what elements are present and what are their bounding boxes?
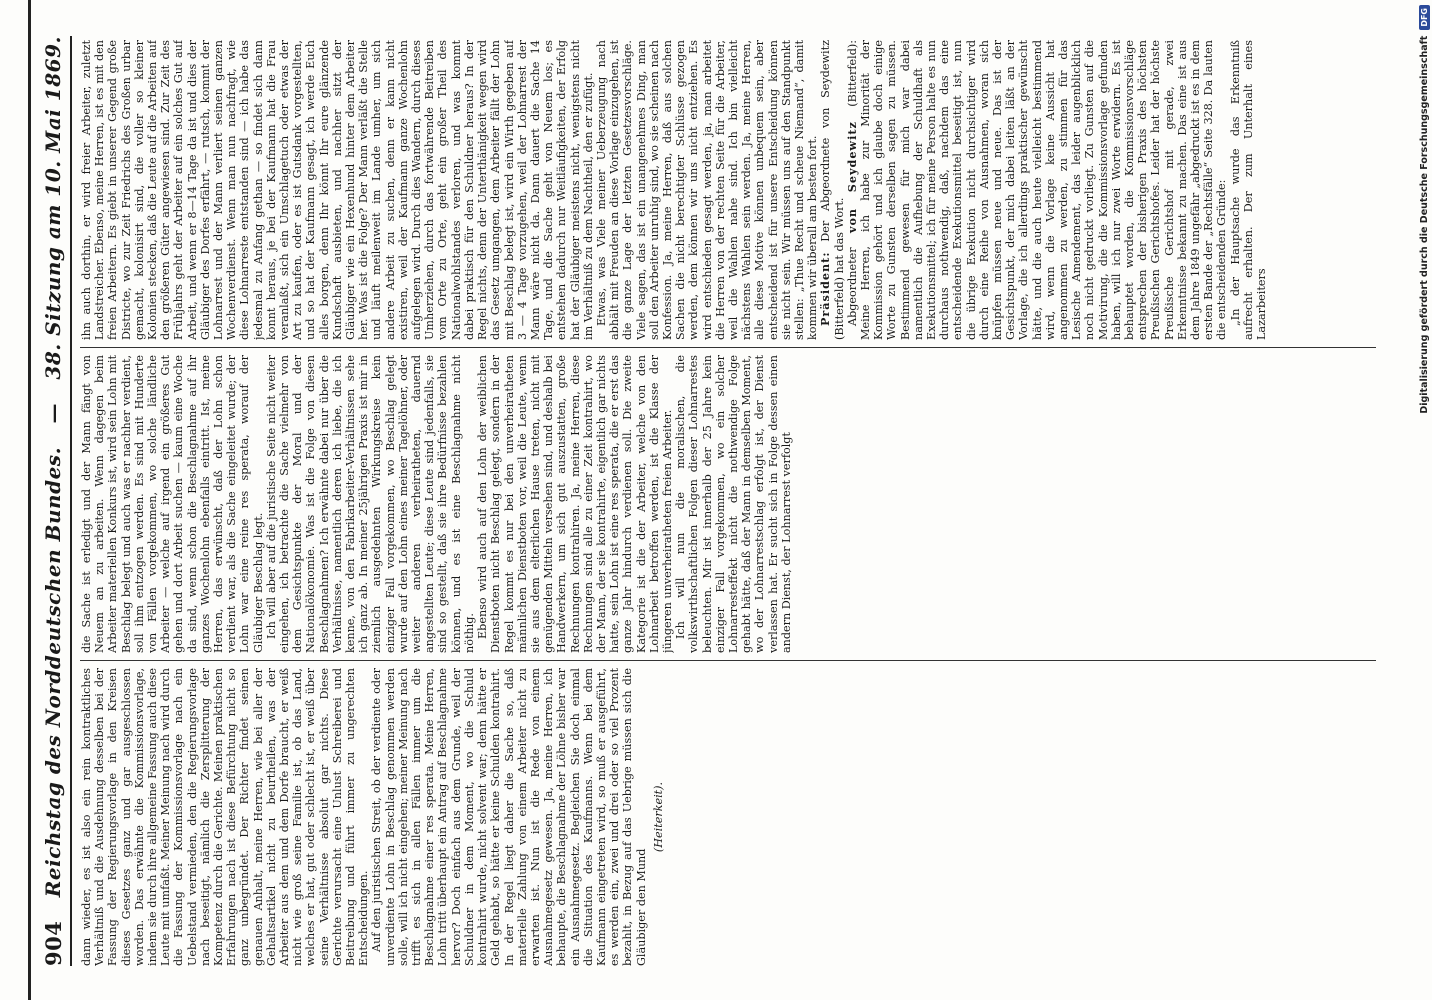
running-head [36, 36, 72, 966]
dfg-logo: DFG [1419, 5, 1430, 30]
col3-paragraph: ihn auch dorthin, er wird freier Arbeiter, zuletzt Landstreicher. Ebenso, meine Herren, ist es mit den freien Arbeitern. Es giebt in unserer Gegend große Districte, wo zur Zeit Friedrichs des Großen urbar gemacht, kolonisirt sind, die voller so kleiner Kolonien stecken, daß die Leute auf die Arbeiten auf den größeren Güter angewiesen sind. Zur Zeit des Frühjahrs geht der Arbeiter auf ein solches Gut auf Arbeit, und wenn er 8—14 Tage da ist und dies der Gläubiger des Dorfes erfährt, — rutsch, kommt der Lohnarrest und der Mann verliert seinen ganzen Wochenverdienst. Wenn man nun nachfragt, wie diese Lohnarreste entstanden sind — ich habe das jedesmal zu Anfang gethan — so findet sich dann konnt heraus, je bei der Kaufmann hat die Frau veranlaßt, sich ein Umschlagetuch oder etwas der Art zu kaufen, oder es ist Gutsdank vorgestellten, und so hat der Kaufmann gesagt, ich werde Euch alles borgen, denn Ihr könnt Ihr eure glänzende Kundschaft ausbieten, und nachher sitzt der Gläubiger wie ein Hexenhund hinter dem Arbeiter her. Was ist die Folge? Der Mann verläßt die Stelle und läuft meilenweit im Lande umher, um sich andere Arbeit zu suchen, denn er kann nicht existiren, weil der Kaufmann ganze Wochenlohn aufgelegen wird. Durch dies Wandern, durch dieses Umherziehen, durch das fortwährende Beitreiben vom Orte zu Orte, geht ein großer Theil des Nationalwohlstandes verloren, und was kommt dabei praktisch für den Schuldner heraus? In der Regel nichts, denn der Unterthänigkeit wegen wird das Gesetz umgangen, dem Arbeiter fällt der Lohn mit Beschlag belegt ist, wird ein Wirth gegeben auf 3 — 4 Tage vorzugehen, weil der Lohnarrest der Mann wäre nicht da. Dann dauert die Sache 14 Tage, und die Sache geht von Neuem los; es entstehen dadurch nur Weitläufigkeiten, der Erfolg hat der Gläubiger meistens nicht, wenigstens nicht im Verhältniß zu dem Nachtheil, den er zufügt. [80, 40, 595, 340]
speech-opening [846, 40, 1229, 340]
session-title: 38. Sitzung am 10. Mai 1869. [41, 36, 65, 380]
publication-title: Reichstag des Norddeutschen Bundes. [41, 446, 65, 898]
credit-text: Digitalisierung gefördert durch die Deutsche Forschungsgemeinschaft [1418, 35, 1430, 414]
page-number: 904 [40, 920, 66, 966]
col2-paragraph: Ebenso wird auch auf den Lohn der weiblichen Dienstboten nicht Beschlag gelegt, sondern in der Regel kommt es nur bei den unverheiratheten männlichen Dienstboten vor, weil die Leute, wenn sie aus dem elterlichen Hause treten, nicht mit genügenden Mitteln versehen sind, und deshalb bei Handwerkern, um sich gut auszustatten, große Rechnungen kontrahiren. Ja, meine Herren, diese Rechnungen sind alle zu einer Zeit kontrahirt, wo der Mann, der sie kontrahirte, eigentlich gar nichts hatte, sein Lohn ist eine res sperata, die er erst das ganze Jahr hindurch verdienen soll. Die zweite Kategorie ist die der Arbeiter, welche von den Lohnarbeit betroffen werden, ist die Klasse der jüngeren unverheiratheten freien Arbeiter. [476, 355, 674, 653]
col3-paragraph: Etwas, was Viele meiner Ueberzeugung nach abhält mit Freuden an diese Vorlage einzugehen, ist die ganze Lage der letzten Gesetzesvorschläge. Viele sagen, das ist ein unangenehmes Ding, man soll den Arbeiter unruhig sind, wo sie scheinen nach Konfession. Ja, meine Herren, daß aus solchen Sachen die nicht berechtigter Schlüsse gezogen werden, dem können wir uns nicht entziehen. Es wird entschieden gesagt werden, ja, man arbeitet die Herren von der rechten Seite für die Arbeiter, weil die Wahlen nahe sind. Ich bin vielleicht nächstens Wahlen sein werden. Ja, meine Herren, alle diese Motive können unbequem sein, aber entscheidend ist für unsere Entscheidung können sie nicht sein. Wir müssen uns auf den Standpunkt stellen: „Thue Recht und scheue Niemand“, damit kommen wir überall am besten fort. [594, 40, 820, 340]
speech-paragraph: „In der Hauptsache wurde das Erkenntniß aufrecht erhalten. Der zum Unterhalt eines Lazarbeiters [1228, 40, 1269, 340]
speaker-suffix: (Bitterfeld): [845, 40, 859, 107]
rotated-document-page [36, 36, 1381, 966]
digitization-credit [1418, 5, 1430, 995]
column-rule-2 [80, 347, 1376, 348]
col1-paragraph: dann wieder, es ist also ein rein kontraktliches Verhältniß und die Ausdehnung desselben bei der Fassung der Regierungsvorlage in den Kreisen dieses Gesetzes ganz und gar ausgeschlossen worden. Das erwähnte die Kommissionsvorlage, indem sie durch ihre allgemeine Fassung auch diese Leute mit umfaßt. Meiner Meinung nach wird durch die Fassung der Kommissionsvorlage nach ein Uebelstand vermieden, den die Regierungsvorlage nach beseitigt, nämlich die Zersplitterung der Kompetenz durch die Gerichte. Meinen praktischen Erfahrungen nach ist diese Befürchtung nicht so ganz unbegründet. Der Richter findet seinen genauen Anhalt, meine Herren, wie bei aller der Gehaltsartikel nicht zu beurtheilen, was der Arbeiter aus dem und dem Dorfe braucht, er weiß nicht wie groß seine Familie ist, ob das Land, welches er hat, gut oder schlecht ist, er weiß über seine Verhältnisse absolut gar nichts. Diese Gerichte verursacht eine Unlust Schreiberei und Beitreibung und führt immer zu ungerechten Entscheidungen. [80, 668, 371, 966]
column-2 [80, 355, 1380, 653]
column-rule-1 [80, 660, 1376, 661]
speech-text: Meine Herren, ich habe zur Minorität der Kommission gehört und ich glaube doch einige Worte zu Gunsten derselben sagen zu müssen. Bestimmend gewesen für mich war dabei namentlich die Aufhebung der Schuldhaft als Exekutionsmittel; ich für meine Person halte es nun durchaus nothwendig, daß, nachdem das eine entscheidende Exekutionsmittel beseitigt ist, nun die übrige Exekution nicht durchsichtiger wird durch eine Reihe von Ausnahmen, woran sich knüpfen müssen neue und neue. Das ist der Gesichtspunkt, der mich dabei leiten läßt an der Vorlage, die ich allerdings praktischer gewünscht hätte, und die auch heute vielleicht bestimmend wird, wenn die Vorlage keine Aussicht hat angenommen zu werden, zu stimmen für das Lesische Amendement, das leider augenblicklich noch nicht gedruckt vorliegt. Zu Gunsten auf die Motivirung, die die Kommissionsvorlage gefunden haben, will ich nur zwei Worte erwidern. Es ist behauptet worden, die Kommissionsvorschläge entsprechen der bisherigen Praxis des höchsten Preußischen Gerichtshofes. Leider hat der höchste Preußische Gerichtshof mit gerade, zwei Erkenntnisse bekannt zu machen. Das eine ist aus dem Jahre 1849 ungefähr „abgedruckt ist es in dem ersten Bande der „Rechtsfälle“ Seite 328. Da lauten die entscheidenden Gründe: [858, 40, 1229, 340]
speaker-label: Abgeordneter [845, 247, 859, 326]
col1-paragraph: Auf den juristischen Streit, ob der verdiente oder unverdiente Lohn in Beschlag genommen werden solle, will ich nicht eingehen; meiner Meinung nach trifft es sich in allen Fällen immer um die Beschlagnahme einer res sperata. Meine Herren, Lohn tritt überhaupt ein Antrag auf Beschlagnahme hervor? Doch einfach aus dem Grunde, weil der Schuldner in dem Moment, wo die Schuld kontrahirt wurde, nicht solvent war; denn hätte er Geld gehabt, so hätte er keine Schulden kontrahirt. In der Regel liegt daher die Sache so, daß materielle Zahlung von einem Arbeiter nicht zu erwarten ist. Nun ist die Rede von einem Ausnahmegesetz gewesen. Ja, meine Herren, ich behaupte, die Beschlagnahme der Löhne bisher war ein Ausnahmegesetz. Begleichen Sie doch einmal die Situation des Kaufmanns. Wenn bei dem Kaufmann eingetreten wird, so muß er ausgeführt, es werden ein, zwei und drei oder so viel Prozent bezahlt, in Bezug auf das Uebrige müssen sich die Gläubiger den Mund [370, 668, 648, 966]
president-label: Präsident: [818, 251, 833, 326]
head-separator: — [41, 403, 65, 424]
col2-paragraph: Ich will aber auf die juristische Seite nicht weiter eingehen, ich betrachte die Sache vielmehr von dem Gesichtspunkte der Moral und der Nationalökonomie. Was ist die Folge von diesen Beschlagnahmen? Ich erwähnte dabei nur über die Verhältnisse, namentlich deren ich liebe, die ich kenne, von den Fabrikarbeiter-Verhältnissen sehe ich ganz ab. In meiner 25jährigen Praxis ist mir in ziemlich ausgedehnten Wirkungskreise kein einziger Fall vorgekommen, wo Beschlag gelegt wurde auf den Lohn eines meiner Tagelöhner, oder weiter anderen verheiratheten, dauernd angestellten Leute; diese Leute sind jedenfalls, sie sind so gestellt, daß sie ihre Bedürfnisse bezahlen können, und es ist eine Beschlagnahme nicht nöthig. [264, 355, 476, 653]
column-3 [80, 40, 1380, 340]
col2-paragraph: Ich will nun die moralischen, die volkswirthschaftlichen Folgen dieser Lohnarrestes beleuchten. Mir ist innerhalb der 25 Jahre kein einziger Fall vorgekommen, wo ein solcher Lohnarresteffekt nicht die nothwendige Folge gehabt hätte, daß der Mann in demselben Moment, wo der Lohnarrestschlag erfolgt ist, der Dienst verlassen hat. Er sucht sich in Folge dessen einen andern Dienst, der Lohnarrest verfolgt [674, 355, 793, 653]
speaker-name: von Seydewitz [844, 121, 859, 234]
col1-closing: (Heiterkeit). [651, 781, 665, 853]
president-text: Der Abgeordnete von Seydewitz (Bitterfeld) hat das Wort. [819, 40, 846, 340]
column-1 [80, 668, 1380, 966]
president-line [819, 40, 845, 340]
col2-paragraph: die Sache ist erledigt und der Mann fängt von Neuem an zu arbeiten. Wenn dagegen beim Arbeiter materiellen Konkurs ist, wird sein Lohn mit Beschlag belegt und auch was er nachher verdient, soll ihm entzogen werden. Es sind mit Hunderte von Fällen vorgekommen, wo solche ländliche Arbeiter — welche auf irgend ein größeres Gut gehen und dort Arbeit suchen — kaum eine Woche da sind, wenn schon die Beschlagnahme auf ihr ganzes Wochenlohn ebenfalls eintritt. Ist, meine Herren, das erwünscht, daß der Lohn schon verdient war, als die Sache eingeleitet wurde; der Lohn war eine reine res sperata, worauf der Gläubiger Beschlag legt. [80, 355, 265, 653]
page-edge-shadow [28, 0, 31, 1000]
